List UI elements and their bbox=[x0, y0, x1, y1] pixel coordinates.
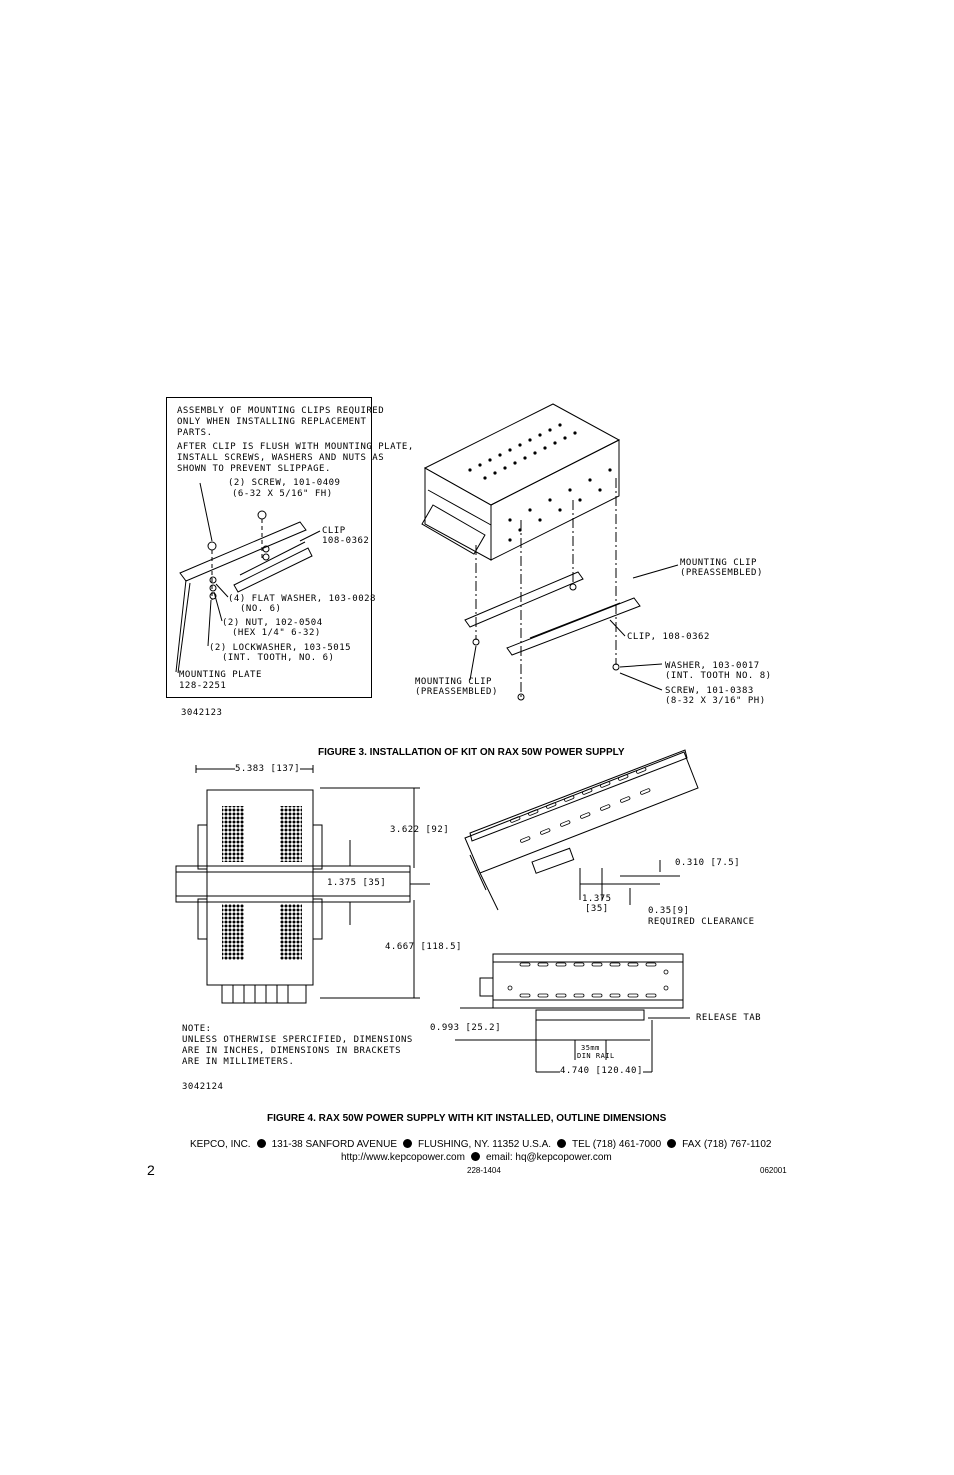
bullet-icon bbox=[471, 1152, 480, 1161]
flat-washer-label: (4) FLAT WASHER, 103-0028 bbox=[228, 594, 376, 604]
footer-address-line bbox=[190, 1139, 772, 1150]
lockwasher-spec: (INT. TOOTH, NO. 6) bbox=[222, 653, 335, 663]
assembly-note-line-3: PARTS. bbox=[177, 428, 213, 438]
mounting-clip-label-right: MOUNTING CLIP bbox=[680, 558, 757, 568]
note-line-2: ARE IN INCHES, DIMENSIONS IN BRACKETS bbox=[182, 1046, 401, 1056]
tilted-view-slots bbox=[510, 767, 650, 843]
assembly-note-line-1: ASSEMBLY OF MOUNTING CLIPS REQUIRED bbox=[177, 406, 385, 416]
figure-4-drawing-number: 3042124 bbox=[182, 1082, 224, 1092]
assembly-note-line-5: INSTALL SCREWS, WASHERS AND NUTS AS bbox=[177, 453, 385, 463]
dim-rail-side-mm: [35] bbox=[585, 904, 609, 914]
page-number: 2 bbox=[147, 1162, 155, 1178]
doc-number: 228-1404 bbox=[467, 1166, 501, 1175]
clip-label: CLIP bbox=[322, 526, 346, 536]
washer-label: WASHER, 103-0017 bbox=[665, 661, 760, 671]
din-size: 35mm bbox=[581, 1044, 600, 1052]
mounting-clip-label-left: MOUNTING CLIP bbox=[415, 677, 492, 687]
power-supply-chassis-drawing bbox=[422, 404, 619, 560]
bullet-icon bbox=[557, 1139, 566, 1148]
assembly-note-line-6: SHOWN TO PREVENT SLIPPAGE. bbox=[177, 464, 331, 474]
mounting-plate-part: 128-2251 bbox=[179, 681, 227, 691]
lockwasher-label: (2) LOCKWASHER, 103-5015 bbox=[209, 643, 352, 653]
footer-city: FLUSHING, NY. 11352 U.S.A. bbox=[418, 1139, 552, 1150]
screw-spec: (6-32 X 5/16" FH) bbox=[232, 489, 333, 499]
clearance-label: REQUIRED CLEARANCE bbox=[648, 917, 755, 927]
dim-length: 4.740 [120.40] bbox=[560, 1066, 643, 1076]
note-line-3: ARE IN MILLIMETERS. bbox=[182, 1057, 295, 1067]
bottom-side-view-drawing bbox=[455, 954, 690, 1072]
dim-rail-side: 1.375 bbox=[582, 894, 612, 904]
front-view-vent-pattern bbox=[222, 806, 302, 960]
washer-spec: (INT. TOOTH NO. 8) bbox=[665, 671, 772, 681]
din-rail-label: DIN RAIL bbox=[577, 1052, 615, 1060]
footer-street: 131-38 SANFORD AVENUE bbox=[271, 1139, 397, 1150]
footer-email-link[interactable]: email: hq@kepcopower.com bbox=[485, 1152, 612, 1163]
screw-label: (2) SCREW, 101-0409 bbox=[228, 478, 341, 488]
assembly-note-line-2: ONLY WHEN INSTALLING REPLACEMENT bbox=[177, 417, 367, 427]
front-view-drawing bbox=[176, 765, 430, 1003]
figure-4-caption: FIGURE 4. RAX 50W POWER SUPPLY WITH KIT INSTALLED, OUTLINE DIMENSIONS bbox=[267, 1113, 667, 1124]
date-code: 062001 bbox=[760, 1166, 787, 1175]
dim-upper: 3.622 [92] bbox=[390, 825, 450, 835]
screw-right-spec: (8-32 X 3/16" PH) bbox=[665, 696, 766, 706]
figure-3-drawing-number: 3042123 bbox=[181, 708, 223, 718]
dim-rail: 1.375 [35] bbox=[327, 878, 387, 888]
footer-company: KEPCO, INC. bbox=[190, 1139, 251, 1150]
clip-right-label: CLIP, 108-0362 bbox=[627, 632, 710, 642]
preassembled-label-left: (PREASSEMBLED) bbox=[415, 687, 498, 697]
dim-offset: 0.310 [7.5] bbox=[675, 858, 741, 868]
dim-depth: 0.993 [25.2] bbox=[430, 1023, 502, 1033]
clip-part: 108-0362 bbox=[322, 536, 370, 546]
bullet-icon bbox=[257, 1139, 266, 1148]
screw-right-label: SCREW, 101-0383 bbox=[665, 686, 754, 696]
tilted-side-view-drawing bbox=[465, 750, 698, 910]
note-line-1: UNLESS OTHERWISE SPERCIFIED, DIMENSIONS bbox=[182, 1035, 413, 1045]
release-tab-label: RELEASE TAB bbox=[696, 1013, 762, 1023]
bullet-icon bbox=[667, 1139, 676, 1148]
dim-width: 5.383 [137] bbox=[235, 764, 301, 774]
bullet-icon bbox=[403, 1139, 412, 1148]
preassembled-label-right: (PREASSEMBLED) bbox=[680, 568, 763, 578]
note-title: NOTE: bbox=[182, 1024, 212, 1034]
footer-fax: FAX (718) 767-1102 bbox=[682, 1139, 772, 1150]
nut-label: (2) NUT, 102-0504 bbox=[222, 618, 323, 628]
flat-washer-spec: (NO. 6) bbox=[240, 604, 282, 614]
clearance-value: 0.35[9] bbox=[648, 906, 690, 916]
nut-spec: (HEX 1/4" 6-32) bbox=[232, 628, 321, 638]
mounting-plate-label: MOUNTING PLATE bbox=[179, 670, 262, 680]
figure-3-caption: FIGURE 3. INSTALLATION OF KIT ON RAX 50W POWER SUPPLY bbox=[318, 747, 625, 758]
footer-tel: TEL (718) 461-7000 bbox=[572, 1139, 662, 1150]
mounting-plate-assembly-drawing bbox=[176, 483, 320, 673]
footer-web-link[interactable]: http://www.kepcopower.com bbox=[341, 1152, 465, 1163]
assembly-note-line-4: AFTER CLIP IS FLUSH WITH MOUNTING PLATE, bbox=[177, 442, 414, 452]
bottom-view-slots bbox=[508, 963, 668, 997]
footer-web-line bbox=[341, 1152, 612, 1163]
exploded-clip-drawing bbox=[465, 478, 678, 700]
dim-lower: 4.667 [118.5] bbox=[385, 942, 462, 952]
